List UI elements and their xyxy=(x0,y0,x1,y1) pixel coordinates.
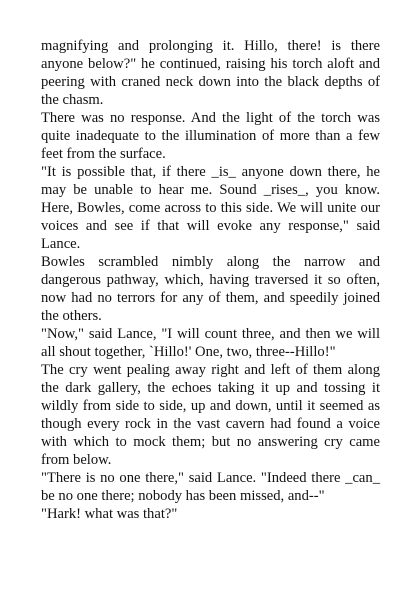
paragraph-1: magnifying and prolonging it. Hillo, there! is there anyone below?" he continued, raising his torch aloft and peering with craned neck down into the black depths of the chasm. xyxy=(41,38,380,108)
paragraph-4: Bowles scrambled nimbly along the narrow and dangerous pathway, which, having traversed it so often, now had no terrors for any of them, and speedily joined the others. xyxy=(41,254,380,324)
paragraph-7: "There is no one there," said Lance. "Indeed there _can_ be no one there; nobody has been missed, and--" xyxy=(41,470,380,504)
paragraph-8: "Hark! what was that?" xyxy=(41,506,178,522)
paragraph-5: "Now," said Lance, "I will count three, and then we will all shout together, `Hillo!' One, two, three--Hillo!" xyxy=(41,326,380,360)
paragraph-6: The cry went pealing away right and left of them along the dark gallery, the echoes taking it up and tossing it wildly from side to side, up and down, until it seemed as though every rock in the vast cavern had found a voice with which to mock them; but no answering cry came from below. xyxy=(41,362,380,468)
paragraph-3: "It is possible that, if there _is_ anyone down there, he may be unable to hear me. Sound _rises_, you know. Here, Bowles, come across to this side. We will unite our voices and see if that will evoke any response," said Lance. xyxy=(41,164,380,252)
paragraph-2: There was no response. And the light of the torch was quite inadequate to the illumination of more than a few feet from the surface. xyxy=(41,110,380,162)
